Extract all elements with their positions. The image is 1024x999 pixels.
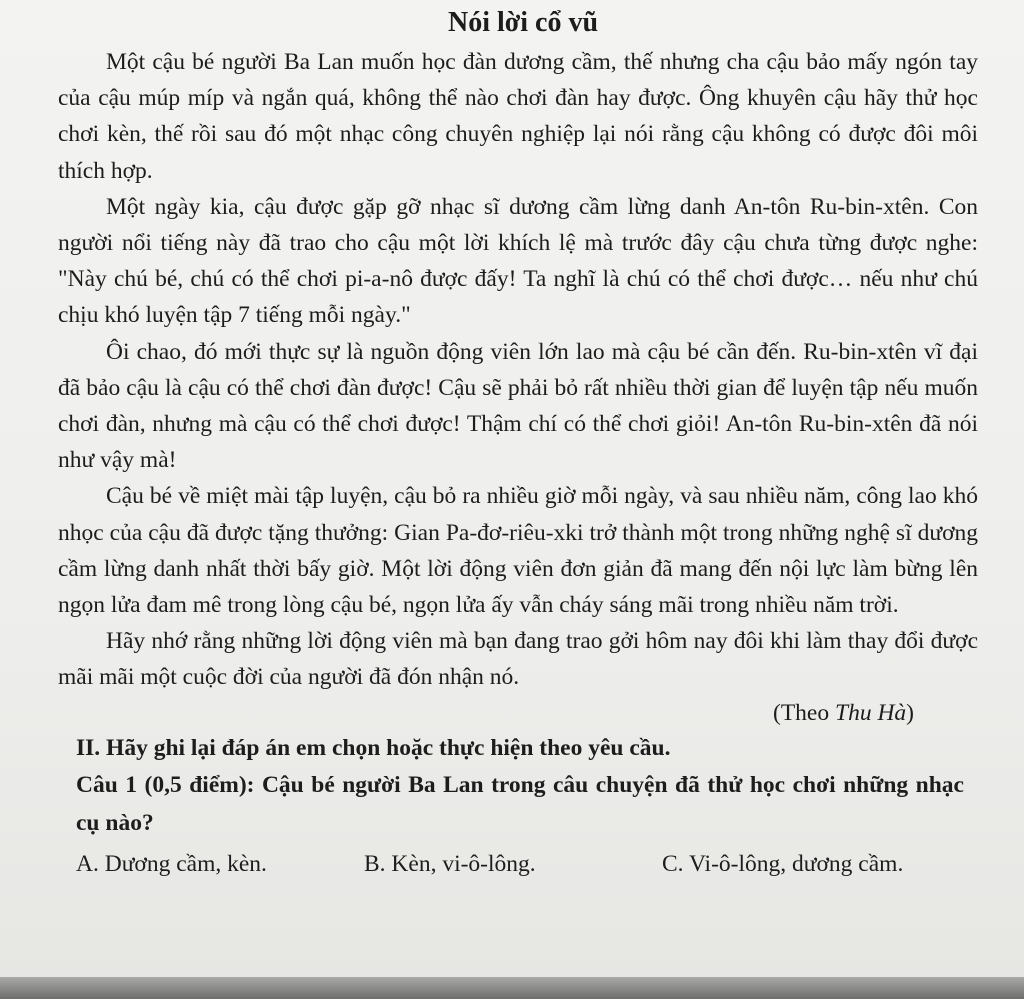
source-attribution: [58, 696, 978, 730]
story-title: Nói lời cổ vũ: [447, 7, 599, 38]
option-a: A. Dương cầm, kèn.: [76, 850, 267, 877]
option-c: C. Vi-ô-lông, dương cầm.: [662, 850, 904, 877]
paragraph-5: Hãy nhớ rằng những lời động viên mà bạn đang trao gởi hôm nay đôi khi làm thay đổi được mãi mãi một cuộc đời của người đã đón nhận nó.: [58, 628, 978, 691]
source-suffix: ): [906, 699, 914, 726]
option-b: B. Kèn, vi-ô-lông.: [364, 850, 536, 877]
paragraph-4: Cậu bé về miệt mài tập luyện, cậu bỏ ra nhiều giờ mỗi ngày, và sau nhiều năm, công lao khó nhọc của cậu đã được tặng thưởng: Gian Pa-đơ-riêu-xki trở thành một trong những nghệ sĩ dương cầm lừng danh nhất thời bấy giờ. Một lời động viên đơn giản đã mang đến nội lực làm bừng lên ngọn lửa đam mê trong lòng cậu bé, ngọn lửa ấy vẫn cháy sáng mãi trong nhiều năm trời.: [58, 483, 978, 619]
source-prefix: (Theo: [773, 699, 835, 726]
screen-bottom-edge: [0, 977, 1024, 999]
document-body: [58, 4, 978, 882]
paragraph-1: Một cậu bé người Ba Lan muốn học đàn dương cầm, thế nhưng cha cậu bảo mấy ngón tay của cậu múp míp và ngắn quá, không thể nào chơi đàn hay được. Ông khuyên cậu hãy thử học chơi kèn, thế rồi sau đó một nhạc công chuyên nghiệp lại nói rằng cậu không có được đôi môi thích hợp.: [58, 49, 978, 184]
paragraph-3: Ôi chao, đó mới thực sự là nguồn động viên lớn lao mà cậu bé cần đến. Ru-bin-xtên vĩ đại đã bảo cậu là cậu có thể chơi đàn được! Cậu sẽ phải bỏ rất nhiều thời gian để luyện tập nếu muốn chơi đàn, nhưng mà cậu có thể chơi được! Thậm chí có thể chơi giỏi! An-tôn Ru-bin-xtên đã nói như vậy mà!: [58, 338, 978, 474]
answer-options: [58, 842, 978, 882]
paragraph-2: Một ngày kia, cậu được gặp gỡ nhạc sĩ dương cầm lừng danh An-tôn Ru-bin-xtên. Con người nổi tiếng này đã trao cho cậu một lời khích lệ mà trước đây cậu chưa từng được nghe: "Này chú bé, chú có thể chơi pi-a-nô được đấy! Ta nghĩ là chú có thể chơi được… nếu như chú chịu khó luyện tập 7 tiếng mỗi ngày.": [58, 193, 978, 329]
section-heading: II. Hãy ghi lại đáp án em chọn hoặc thực hiện theo yêu cầu.: [76, 734, 671, 761]
source-author: Thu Hà: [835, 699, 907, 726]
question-1: Câu 1 (0,5 điểm): Cậu bé người Ba Lan trong câu chuyện đã thử học chơi những nhạc cụ nào?: [76, 771, 964, 836]
